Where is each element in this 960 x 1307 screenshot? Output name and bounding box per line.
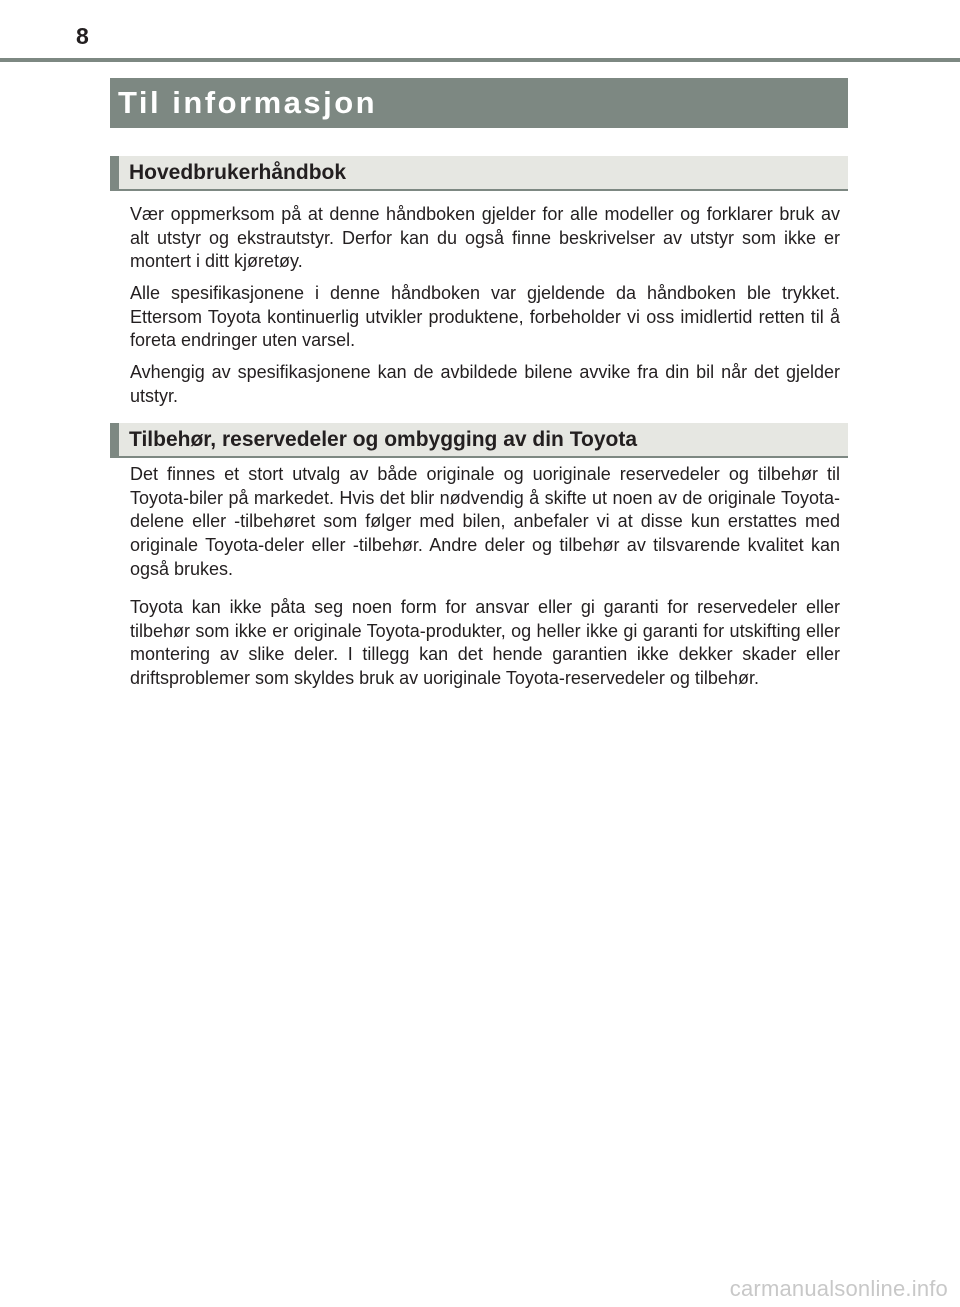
watermark: carmanualsonline.info <box>729 1276 948 1301</box>
paragraph: Vær oppmerksom på at denne håndboken gjelder for alle modeller og forklarer bruk av alt utstyr og ekstrautstyr. Derfor kan du også finne beskrivelser av utstyr som ikke er montert i ditt kjøretøy. <box>130 204 840 272</box>
section-header-hovedbrukerhandbok <box>110 156 848 191</box>
page-number: 8 <box>76 23 89 49</box>
paragraph: Alle spesifikasjonene i denne håndboken var gjeldende da håndboken ble trykket. Ettersom Toyota kontinuerlig utvikler produktene, forbeholder vi oss imidlertid retten til å foreta endringer uten varsel. <box>130 283 840 351</box>
paragraph: Toyota kan ikke påta seg noen form for ansvar eller gi garanti for reservedeler eller tilbehør som ikke er originale Toyota-produkter, og heller ikke gi garanti for utskifting eller montering av slike deler. I tillegg kan det hende garantien ikke dekker skader eller driftsproblemer som skyldes bruk av uoriginale Toyota-reservedeler og tilbehør. <box>130 597 840 689</box>
section-title: Hovedbrukerhåndbok <box>129 161 347 184</box>
section-title: Tilbehør, reservedeler og ombygging av din Toyota <box>129 428 637 451</box>
page-title-bar <box>110 78 848 128</box>
page-title: Til informasjon <box>118 85 378 120</box>
top-divider <box>0 58 960 62</box>
section-header-tilbehor <box>110 423 848 458</box>
paragraph: Avhengig av spesifikasjonene kan de avbildede bilene avvike fra din bil når det gjelder utstyr. <box>130 362 840 406</box>
section-accent-bar <box>110 156 119 189</box>
section-accent-bar <box>110 423 119 456</box>
paragraph: Det finnes et stort utvalg av både originale og uoriginale reservedeler og tilbehør til Toyota-biler på markedet. Hvis det blir nødvendig å skifte ut noen av de originale Toyota-delene eller -tilbehøret som følger med bilen, anbefaler vi at disse kun erstattes med originale Toyota-deler eller -tilbehør. Andre deler og tilbehør av tilsvarende kvalitet kan også brukes. <box>130 464 840 579</box>
